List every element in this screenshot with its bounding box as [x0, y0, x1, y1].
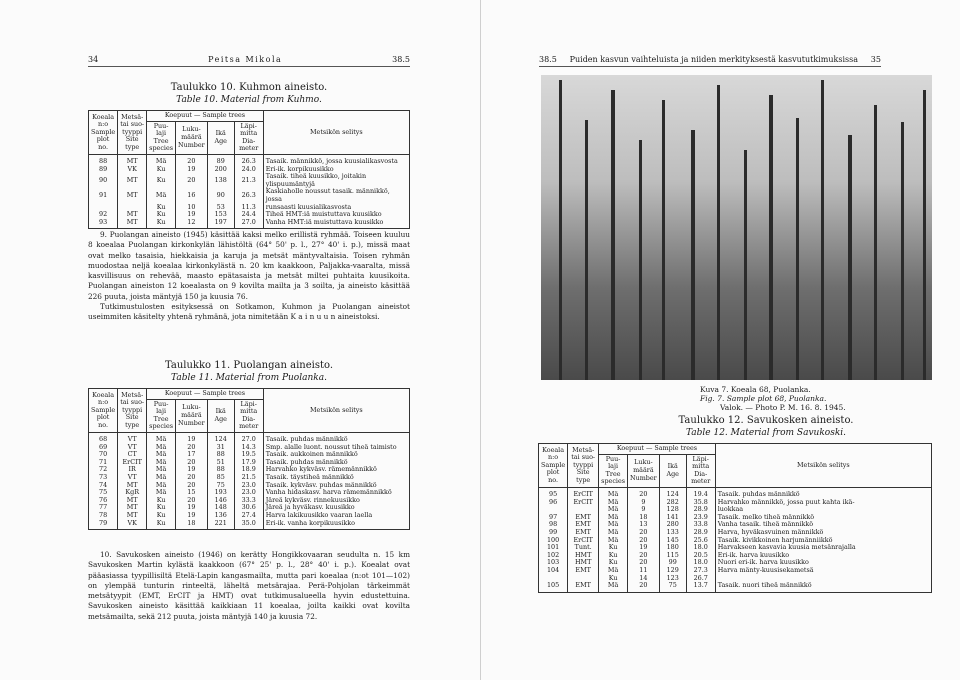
paragraph-kainuu: Tutkimustulosten esityksessä on Sotkamon, Kuhmon ja Puolangan aineistot useimmiten käsitelty yhtenä ryhmänä, jota nimitetään K a i n u u n aineistoksi.	[88, 302, 410, 322]
col-age: Ikä Age	[207, 121, 234, 154]
cell-species: Ku	[147, 497, 176, 505]
cell-description: Tasaik. melko tiheä männikkö	[715, 514, 931, 522]
cell-description: Vanha HMT:iä muistuttava kuusikko	[263, 219, 409, 229]
table10-title: Taulukko 10. Kuhmon aineisto.	[170, 82, 328, 93]
cell-age: 128	[659, 506, 686, 514]
cell-diameter: 26.7	[686, 575, 715, 583]
table10-subtitle: Table 10. Material from Kuhmo.	[176, 95, 322, 105]
cell-plot-no: 99	[539, 529, 568, 537]
cell-diameter: 18.9	[234, 466, 263, 474]
cell-age: 31	[207, 444, 234, 452]
cell-diameter: 27.0	[234, 432, 263, 443]
cell-age: 280	[659, 521, 686, 529]
cell-species: Mä	[147, 451, 176, 459]
cell-diameter: 21.3	[234, 173, 263, 188]
cell-count: 19	[176, 211, 208, 219]
cell-count: 9	[628, 499, 660, 507]
caption-photo-credit: Valok. — Photo P. M. 16. 8. 1945.	[720, 403, 846, 412]
cell-diameter: 26.3	[234, 188, 263, 203]
cell-site-type: VT	[118, 432, 147, 443]
cell-count: 20	[628, 537, 660, 545]
cell-description: Vanha hidaskasv. harva rämemännikkö	[263, 489, 409, 497]
cell-species: Mä	[599, 537, 628, 545]
cell-count: 20	[176, 444, 208, 452]
cell-diameter: 35.0	[234, 520, 263, 530]
cell-age: 115	[659, 552, 686, 560]
cell-plot-no: 102	[539, 552, 568, 560]
cell-description: Tasaik. nuori tiheä männikkö	[715, 582, 931, 592]
table11-title: Taulukko 11. Puolangan aineisto.	[165, 360, 333, 371]
caption-line-en: Fig. 7. Sample plot 68, Puolanka.	[700, 394, 827, 403]
cell-age: 221	[207, 520, 234, 530]
cell-site-type: EMT	[568, 567, 599, 575]
cell-age: 129	[659, 567, 686, 575]
cell-species: Ku	[147, 219, 176, 229]
cell-diameter: 19.4	[686, 487, 715, 498]
cell-diameter: 28.9	[686, 529, 715, 537]
running-title: Puiden kasvun vaihteluista ja niiden merkityksestä kasvututkimuksissa	[569, 55, 859, 64]
col-number: Luku-määrä Number	[628, 454, 660, 487]
table-row	[89, 520, 410, 530]
table12	[538, 443, 932, 593]
table11-body	[89, 432, 410, 529]
cell-site-type: ErCIT	[568, 499, 599, 507]
cell-diameter: 30.6	[234, 504, 263, 512]
cell-site-type: Tunt.	[568, 544, 599, 552]
header-rule	[539, 66, 881, 67]
cell-plot-no: 104	[539, 567, 568, 575]
cell-age: 153	[207, 211, 234, 219]
cell-age: 282	[659, 499, 686, 507]
cell-plot-no: 78	[89, 512, 118, 520]
table11	[88, 388, 410, 530]
cell-species: Mä	[147, 459, 176, 467]
cell-description: Tasaik. puhdas männikkö	[263, 432, 409, 443]
cell-description: Tasaik. kivikkoinen harjumänniikkö	[715, 537, 931, 545]
table11-title-block	[88, 360, 410, 384]
cell-count: 20	[628, 559, 660, 567]
cell-site-type: ErCIT	[118, 459, 147, 467]
cell-diameter: 27.0	[234, 219, 263, 229]
col-description: Metsikön selitys	[263, 389, 409, 433]
cell-age: 180	[659, 544, 686, 552]
table-row	[539, 567, 932, 575]
cell-plot-no: 90	[89, 173, 118, 188]
cell-description: Harvakseen kasvavia kuusia metsänrajalla	[715, 544, 931, 552]
cell-age: 124	[659, 487, 686, 498]
cell-count: 20	[176, 482, 208, 490]
paragraph-puolanka: 9. Puolangan aineisto (1945) käsittää kaksi melko erillistä ryhmää. Toiseen kuuluu 8 koealaa Puolangan kirkonkylän lähistöltä (64° 50' p. l., 27° 40' i. p.), missä maat ovat melko tasaisia, hiekkaisia ja karuja ja metsät mäntyvaltaisia. Toisen ryhmän muodostaa neljä koealaa kirkonkylästä n. 20 km kaakkoon, Paljakka-vaaralta, missä kasvillisuus on rehevää, maasto epätasaista ja metsät miltei puhtaita kuusikoita. Puolangan aineiston 12 koealasta on 9 kovilta mailta ja 3 soilta, ja aineisto käsittää 226 puuta, joista mäntyjä 150 ja kuusia 76.	[88, 230, 410, 301]
cell-plot-no: 95	[539, 487, 568, 498]
cell-plot-no: 74	[89, 482, 118, 490]
table11-subtitle: Table 11. Material from Puolanka.	[171, 373, 327, 383]
cell-site-type: MT	[118, 188, 147, 203]
cell-species: Mä	[599, 582, 628, 592]
cell-count: 19	[176, 166, 208, 174]
cell-age: 148	[207, 504, 234, 512]
col-description: Metsikön selitys	[715, 444, 931, 488]
cell-count: 20	[628, 529, 660, 537]
cell-age: 88	[207, 466, 234, 474]
table10-body	[89, 154, 410, 228]
col-site: Metsä-tai suo-tyyppi Site type	[118, 389, 147, 433]
cell-plot-no: 69	[89, 444, 118, 452]
cell-species: Mä	[147, 188, 176, 203]
col-species: Puu-laji Tree species	[599, 454, 628, 487]
cell-diameter: 33.8	[686, 521, 715, 529]
cell-count: 14	[628, 575, 660, 583]
cell-description: Harvahko männikkö, jossa puut kahta ikä-	[715, 499, 931, 507]
cell-count: 12	[176, 219, 208, 229]
cell-site-type: CT	[118, 451, 147, 459]
cell-plot-no: 75	[89, 489, 118, 497]
cell-diameter: 21.5	[234, 474, 263, 482]
cell-diameter: 23.9	[686, 514, 715, 522]
cell-species: Mä	[147, 154, 176, 165]
page-number: 35	[870, 55, 881, 64]
cell-age: 138	[207, 173, 234, 188]
paragraph-savukoski: 10. Savukosken aineisto (1946) on kerätty Hongikkovaaran seudulta n. 15 km Savukosken Martin kylästä kaakkoon (67° 25' p. l., 28° 40' i. p.). Koealat ovat pääasiassa tyypillisiltä Etelä-Lapin kangasmailta, mutta pari koealaa (n:ot 101—102) on ylempää tunturin rinteeltä, läheltä metsärajaa. Perä-Pohjolan tärkeimmät metsätyypit (EMT, ErCIT ja HMT) ovat tutkimusalueella hyvin edustettuina. Savukosken aineisto käsittää kaikkiaan 11 koealaa, joilta kaikki ovat kovilta metsämailta, sekä 212 puuta, joista mäntyjä 140 ja kuusia 72.	[88, 550, 410, 621]
cell-diameter: 28.9	[686, 506, 715, 514]
cell-description: Harva lakikuusikko vaaran laella	[263, 512, 409, 520]
cell-description: Järeä ja hyväkasv. kuusikko	[263, 504, 409, 512]
cell-plot-no: 79	[89, 520, 118, 530]
cell-description: Tasaik. täystiheä männikkö	[263, 474, 409, 482]
cell-diameter: 23.0	[234, 482, 263, 490]
table-row	[89, 188, 410, 203]
cell-diameter: 18.0	[686, 544, 715, 552]
cell-description: luokkaa	[715, 506, 931, 514]
cell-species: Mä	[147, 444, 176, 452]
cell-species: Ku	[147, 204, 176, 212]
cell-site-type: VK	[118, 520, 147, 530]
cell-species: Mä	[599, 521, 628, 529]
cell-age: 145	[659, 537, 686, 545]
cell-site-type: EMT	[568, 514, 599, 522]
cell-description: Harvahko kykväsv. rämemännikkö	[263, 466, 409, 474]
col-site: Metsä-tai suo-tyyppi Site type	[118, 111, 147, 155]
cell-plot-no: 89	[89, 166, 118, 174]
cell-diameter: 13.7	[686, 582, 715, 592]
cell-species: Mä	[599, 506, 628, 514]
table12-subtitle: Table 12. Material from Savukoski.	[685, 428, 847, 438]
cell-description: Eri-ik. harva kuusikko	[715, 552, 931, 560]
cell-site-type: EMT	[568, 582, 599, 592]
cell-count: 20	[628, 487, 660, 498]
cell-species: Ku	[599, 559, 628, 567]
cell-species: Ku	[599, 575, 628, 583]
cell-age: 123	[659, 575, 686, 583]
cell-plot-no: 88	[89, 154, 118, 165]
cell-plot-no: 76	[89, 497, 118, 505]
header-rule	[88, 66, 410, 67]
cell-diameter: 35.8	[686, 499, 715, 507]
cell-diameter: 27.3	[686, 567, 715, 575]
table12-body	[539, 487, 932, 592]
cell-plot-no: 98	[539, 521, 568, 529]
cell-species: Mä	[599, 487, 628, 498]
cell-site-type: ErCIT	[568, 537, 599, 545]
cell-site-type: VT	[118, 474, 147, 482]
cell-count: 9	[628, 506, 660, 514]
cell-plot-no: 77	[89, 504, 118, 512]
cell-count: 20	[628, 552, 660, 560]
cell-age: 136	[207, 512, 234, 520]
cell-species: Mä	[599, 567, 628, 575]
text-block-1	[88, 230, 410, 323]
cell-species: Ku	[599, 552, 628, 560]
table-row	[89, 154, 410, 165]
figure-caption	[700, 385, 846, 412]
table10	[88, 110, 410, 229]
cell-species: Mä	[147, 482, 176, 490]
cell-diameter: 33.3	[234, 497, 263, 505]
cell-age: 146	[207, 497, 234, 505]
cell-plot-no: 93	[89, 219, 118, 229]
cell-description: Tasaik. aukkoinen männikkö	[263, 451, 409, 459]
cell-count: 16	[176, 188, 208, 203]
cell-site-type: HMT	[568, 559, 599, 567]
table-row	[539, 487, 932, 498]
cell-diameter: 20.5	[686, 552, 715, 560]
cell-description: Tasaik. kykväsv. puhdas männikkö	[263, 482, 409, 490]
col-sample-trees: Koepuut — Sample trees	[147, 389, 264, 400]
cell-description: runsaasti kuusialikasvosta	[263, 204, 409, 212]
cell-site-type: KgR	[118, 489, 147, 497]
cell-plot-no: 92	[89, 211, 118, 219]
cell-species: Mä	[147, 432, 176, 443]
cell-site-type: MT	[118, 497, 147, 505]
cell-count: 19	[176, 504, 208, 512]
cell-site-type: HMT	[568, 552, 599, 560]
col-plot: Koeala n:o Sample plot no.	[89, 389, 118, 433]
cell-species: Mä	[599, 529, 628, 537]
cell-age: 141	[659, 514, 686, 522]
cell-age: 75	[207, 482, 234, 490]
cell-species: Ku	[147, 211, 176, 219]
forest-photo	[541, 75, 932, 380]
cell-count: 13	[628, 521, 660, 529]
table-row	[89, 219, 410, 229]
cell-site-type: MT	[118, 211, 147, 219]
col-diameter: Läpi-mitta Dia-meter	[234, 121, 263, 154]
cell-plot-no: 101	[539, 544, 568, 552]
cell-plot-no: 105	[539, 582, 568, 592]
cell-plot-no: 96	[539, 499, 568, 507]
cell-site-type: MT	[118, 173, 147, 188]
cell-species: Ku	[147, 520, 176, 530]
cell-species: Ku	[599, 544, 628, 552]
cell-site-type: EMT	[568, 529, 599, 537]
cell-age: 197	[207, 219, 234, 229]
page-number: 34	[88, 55, 99, 64]
cell-description: Smp. alalle luont. noussut tiheä taimisto	[263, 444, 409, 452]
col-description: Metsikön selitys	[263, 111, 409, 155]
cell-description: Harva, hyväkasvuinen männikkö	[715, 529, 931, 537]
cell-diameter: 24.0	[234, 166, 263, 174]
cell-diameter: 25.6	[686, 537, 715, 545]
col-age: Ikä Age	[659, 454, 686, 487]
cell-site-type: MT	[118, 512, 147, 520]
cell-age: 75	[659, 582, 686, 592]
cell-plot-no: 72	[89, 466, 118, 474]
cell-species: Mä	[147, 466, 176, 474]
table12-title-block	[596, 415, 936, 439]
cell-species: Mä	[147, 489, 176, 497]
running-title: Peitsa Mikola	[208, 55, 283, 64]
cell-age: 53	[207, 204, 234, 212]
cell-description: Tasaik. puhdas männikkö	[715, 487, 931, 498]
table10-title-block	[88, 82, 410, 106]
cell-age: 85	[207, 474, 234, 482]
cell-description: Kaskiaholle noussut tasaik. männikkö, jossa	[263, 188, 409, 203]
cell-diameter: 14.3	[234, 444, 263, 452]
col-diameter: Läpi-mitta Dia-meter	[686, 454, 715, 487]
cell-diameter: 27.4	[234, 512, 263, 520]
table-row	[89, 173, 410, 188]
cell-age: 133	[659, 529, 686, 537]
cell-count: 20	[176, 459, 208, 467]
cell-diameter: 23.0	[234, 489, 263, 497]
cell-plot-no: 103	[539, 559, 568, 567]
cell-description: Eri-ik. korpikuusikko	[263, 166, 409, 174]
cell-count: 18	[176, 520, 208, 530]
col-diameter: Läpi-mitta Dia-meter	[234, 399, 263, 432]
cell-age: 88	[207, 451, 234, 459]
cell-count: 20	[176, 154, 208, 165]
cell-species: Mä	[599, 514, 628, 522]
cell-description: Tasaik. tiheä kuusikko, joitakin ylispuumäntyjä	[263, 173, 409, 188]
col-species: Puu-laji Tree species	[147, 399, 176, 432]
cell-site-type: VK	[118, 166, 147, 174]
cell-plot-no: 68	[89, 432, 118, 443]
cell-age: 51	[207, 459, 234, 467]
cell-diameter: 17.9	[234, 459, 263, 467]
cell-count: 20	[176, 173, 208, 188]
cell-description: Tasaik. puhdas männikkö	[263, 459, 409, 467]
cell-diameter: 11.3	[234, 204, 263, 212]
cell-age: 89	[207, 154, 234, 165]
section-ref: 38.5	[539, 55, 557, 64]
cell-plot-no: 73	[89, 474, 118, 482]
cell-species: Ku	[147, 512, 176, 520]
col-age: Ikä Age	[207, 399, 234, 432]
cell-site-type: IR	[118, 466, 147, 474]
cell-diameter: 26.3	[234, 154, 263, 165]
col-plot: Koeala n:o Sample plot no.	[89, 111, 118, 155]
col-plot: Koeala n:o Sample plot no.	[539, 444, 568, 488]
cell-count: 19	[176, 432, 208, 443]
cell-age: 200	[207, 166, 234, 174]
cell-count: 20	[176, 474, 208, 482]
cell-site-type: VT	[118, 444, 147, 452]
cell-species: Ku	[147, 173, 176, 188]
cell-description: Eri-ik. vanha korpikuusikko	[263, 520, 409, 530]
cell-species: Ku	[147, 166, 176, 174]
cell-description: Nuori eri-ik. harva kuusikko	[715, 559, 931, 567]
cell-plot-no: 70	[89, 451, 118, 459]
caption-line-fi: Kuva 7. Koeala 68, Puolanka.	[700, 385, 811, 394]
cell-age: 193	[207, 489, 234, 497]
cell-count: 17	[176, 451, 208, 459]
cell-species: Ku	[147, 504, 176, 512]
cell-age: 90	[207, 188, 234, 203]
cell-site-type: MT	[118, 219, 147, 229]
cell-diameter: 19.5	[234, 451, 263, 459]
cell-site-type: MT	[118, 154, 147, 165]
table12-title: Taulukko 12. Savukosken aineisto.	[678, 415, 854, 426]
table-row	[539, 582, 932, 592]
cell-count: 15	[176, 489, 208, 497]
cell-plot-no: 100	[539, 537, 568, 545]
col-sample-trees: Koepuut — Sample trees	[147, 111, 264, 122]
cell-diameter: 18.0	[686, 559, 715, 567]
cell-plot-no: 71	[89, 459, 118, 467]
cell-site-type: EMT	[568, 521, 599, 529]
cell-plot-no: 97	[539, 514, 568, 522]
cell-species: Mä	[599, 499, 628, 507]
cell-description: Tiheä HMT:iä muistuttava kuusikko	[263, 211, 409, 219]
cell-site-type: MT	[118, 504, 147, 512]
cell-age: 99	[659, 559, 686, 567]
cell-count: 11	[628, 567, 660, 575]
cell-description: Tasaik. männikkö, jossa kuusialikasvosta	[263, 154, 409, 165]
cell-count: 20	[628, 582, 660, 592]
cell-count: 20	[176, 497, 208, 505]
cell-count: 19	[628, 544, 660, 552]
col-site: Metsä-tai suo-tyyppi Site type	[568, 444, 599, 488]
col-number: Luku-määrä Number	[176, 121, 208, 154]
table-row	[89, 432, 410, 443]
cell-site-type: MT	[118, 482, 147, 490]
cell-count: 19	[176, 466, 208, 474]
cell-site-type: ErCIT	[568, 487, 599, 498]
text-block-2	[88, 550, 410, 622]
cell-description: Vanha tasaik. tiheä männikkö	[715, 521, 931, 529]
cell-description: Järeä kykväsv. rinnekuusikko	[263, 497, 409, 505]
cell-plot-no: 91	[89, 188, 118, 203]
col-sample-trees: Koepuut — Sample trees	[599, 444, 716, 455]
right-page-header	[539, 55, 881, 64]
cell-age: 124	[207, 432, 234, 443]
cell-count: 18	[628, 514, 660, 522]
col-number: Luku-määrä Number	[176, 399, 208, 432]
cell-count: 19	[176, 512, 208, 520]
cell-species: Mä	[147, 474, 176, 482]
cell-diameter: 24.4	[234, 211, 263, 219]
col-species: Puu-laji Tree species	[147, 121, 176, 154]
left-page-header	[88, 55, 410, 64]
cell-count: 10	[176, 204, 208, 212]
cell-description: Harva mänty-kuusisekametsä	[715, 567, 931, 575]
section-ref: 38.5	[392, 55, 410, 64]
